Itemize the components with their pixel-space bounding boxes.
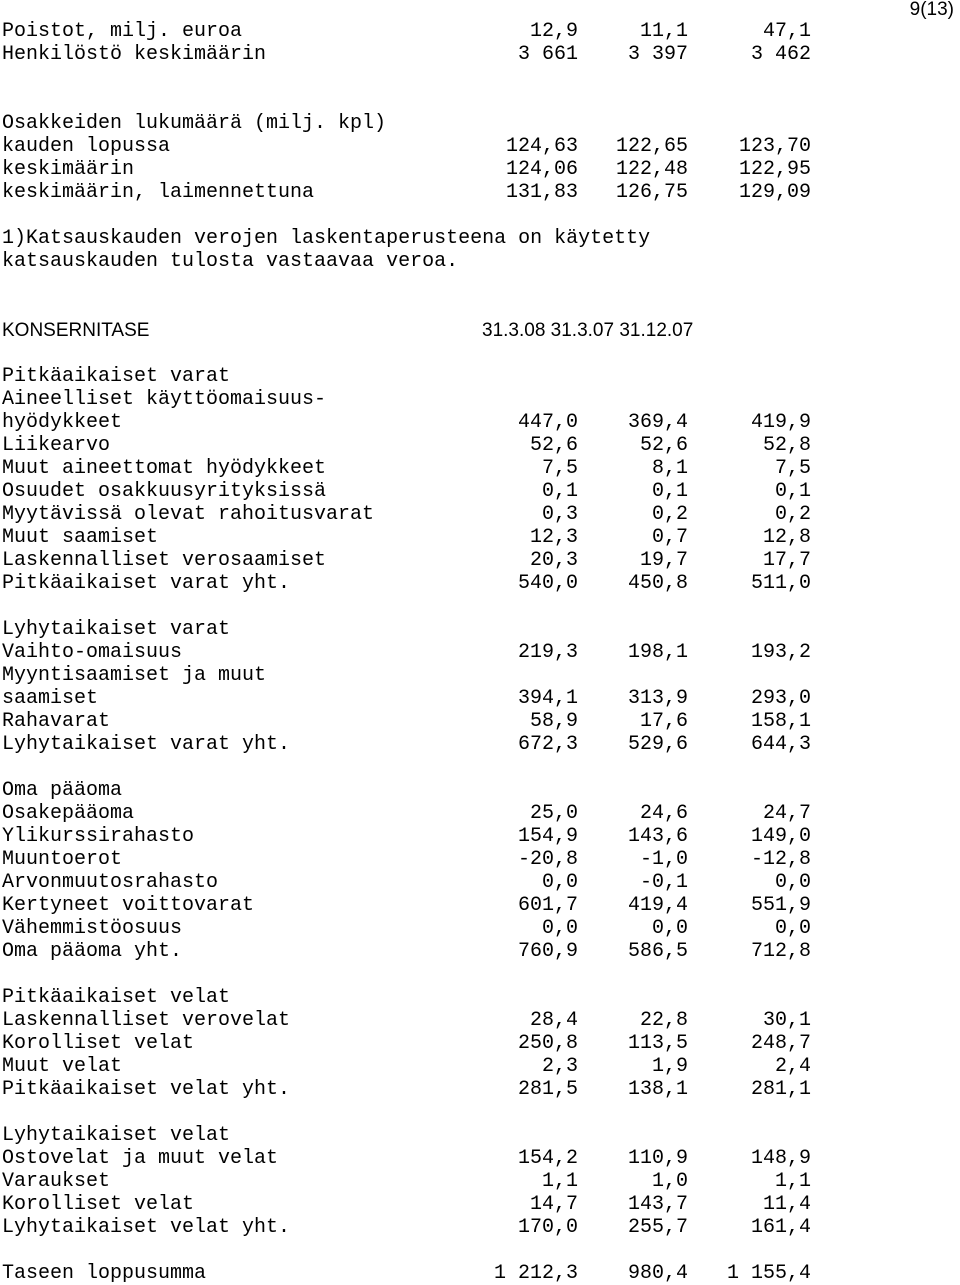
value-31-3-07: 0,2	[651, 503, 688, 526]
value-31-3-08: 540,0	[517, 572, 578, 595]
value-31-3-08: 124,63	[505, 135, 578, 158]
value-31-3-08: 1,1	[541, 1170, 578, 1193]
value-31-12-07: 2,4	[774, 1055, 811, 1078]
balance-row	[2, 641, 922, 664]
row-label: Oma pääoma yht.	[2, 940, 183, 963]
balance-row	[2, 1055, 922, 1078]
value-31-12-07: 161,4	[750, 1216, 811, 1239]
balance-title: KONSERNITASE	[2, 320, 150, 341]
page-number: 9(13)	[909, 0, 954, 20]
value-31-3-08: 394,1	[517, 687, 578, 710]
balance-row	[2, 802, 922, 825]
balance-row	[2, 388, 922, 411]
value-31-12-07: 0,1	[774, 480, 811, 503]
balance-row	[2, 434, 922, 457]
balance-row	[2, 710, 922, 733]
value-31-3-07: 419,4	[627, 894, 688, 917]
value-31-3-07: 19,7	[639, 549, 688, 572]
value-31-3-08: 12,9	[529, 20, 578, 43]
value-31-3-07: 113,5	[627, 1032, 688, 1055]
value-31-12-07: 293,0	[750, 687, 811, 710]
row-label: Poistot, milj. euroa	[2, 20, 243, 43]
blank-line	[2, 296, 922, 319]
row-label: keskimäärin	[2, 158, 135, 181]
row-label: Muut saamiset	[2, 526, 159, 549]
blank-line	[2, 204, 922, 227]
value-31-12-07: 3 462	[750, 43, 811, 66]
value-31-3-08: 281,5	[517, 1078, 578, 1101]
value-31-12-07: 0,0	[774, 871, 811, 894]
value-31-3-07: 3 397	[627, 43, 688, 66]
blank-line	[2, 756, 922, 779]
value-31-12-07: 511,0	[750, 572, 811, 595]
value-31-3-08: 52,6	[529, 434, 578, 457]
summary-row	[2, 43, 922, 66]
balance-row	[2, 1170, 922, 1193]
value-31-3-07: 529,6	[627, 733, 688, 756]
value-31-3-08: 447,0	[517, 411, 578, 434]
value-31-12-07: -12,8	[750, 848, 811, 871]
row-label: Liikearvo	[2, 434, 111, 457]
balance-row	[2, 1216, 922, 1239]
row-label: Muut aineettomat hyödykkeet	[2, 457, 327, 480]
value-31-12-07: 644,3	[750, 733, 811, 756]
value-31-3-07: 11,1	[639, 20, 688, 43]
value-31-3-07: 0,1	[651, 480, 688, 503]
balance-row	[2, 572, 922, 595]
value-31-3-08: 219,3	[517, 641, 578, 664]
blank-line	[2, 66, 922, 89]
balance-row	[2, 526, 922, 549]
value-31-3-07: 8,1	[651, 457, 688, 480]
row-label: Taseen loppusumma	[2, 1262, 207, 1285]
balance-row	[2, 411, 922, 434]
value-31-3-07: 0,0	[651, 917, 688, 940]
row-label: Ylikurssirahasto	[2, 825, 195, 848]
document-body	[2, 20, 922, 1285]
row-label: Kertyneet voittovarat	[2, 894, 255, 917]
row-label: kauden lopussa	[2, 135, 171, 158]
row-label: Ostovelat ja muut velat	[2, 1147, 279, 1170]
balance-row	[2, 1078, 922, 1101]
value-31-12-07: 47,1	[762, 20, 811, 43]
balance-row	[2, 825, 922, 848]
row-label: keskimäärin, laimennettuna	[2, 181, 315, 204]
row-label: Myytävissä olevat rahoitusvarat	[2, 503, 375, 526]
row-label: Vaihto-omaisuus	[2, 641, 183, 664]
value-31-3-07: 122,48	[615, 158, 688, 181]
value-31-12-07: 11,4	[762, 1193, 811, 1216]
value-31-3-08: 28,4	[529, 1009, 578, 1032]
value-31-12-07: 17,7	[762, 549, 811, 572]
value-31-3-08: 601,7	[517, 894, 578, 917]
balance-row	[2, 871, 922, 894]
row-label: Muuntoerot	[2, 848, 123, 871]
value-31-3-07: 313,9	[627, 687, 688, 710]
row-label: hyödykkeet	[2, 411, 123, 434]
value-31-12-07: 0,2	[774, 503, 811, 526]
row-label: Lyhytaikaiset velat yht.	[2, 1216, 291, 1239]
row-label: Muut velat	[2, 1055, 123, 1078]
value-31-12-07: 7,5	[774, 457, 811, 480]
balance-row	[2, 480, 922, 503]
value-31-3-08: 154,9	[517, 825, 578, 848]
value-31-3-08: 131,83	[505, 181, 578, 204]
shares-row	[2, 158, 922, 181]
row-label: Korolliset velat	[2, 1193, 195, 1216]
balance-header	[2, 319, 922, 342]
value-31-3-07: 143,7	[627, 1193, 688, 1216]
row-label: Rahavarat	[2, 710, 111, 733]
value-31-12-07: 419,9	[750, 411, 811, 434]
section-heading: Pitkäaikaiset velat	[2, 986, 231, 1009]
blank-line	[2, 963, 922, 986]
column-dates: 31.3.08 31.3.07 31.12.07	[482, 320, 694, 341]
value-31-3-08: -20,8	[517, 848, 578, 871]
row-label: Pitkäaikaiset velat yht.	[2, 1078, 291, 1101]
blank-line	[2, 1101, 922, 1124]
value-31-3-08: 2,3	[541, 1055, 578, 1078]
row-label: Myyntisaamiset ja muut	[2, 664, 267, 687]
row-label: Lyhytaikaiset varat yht.	[2, 733, 291, 756]
balance-row	[2, 664, 922, 687]
value-31-3-08: 250,8	[517, 1032, 578, 1055]
balance-row	[2, 687, 922, 710]
value-31-3-08: 0,1	[541, 480, 578, 503]
section-heading: Lyhytaikaiset varat	[2, 618, 231, 641]
shares-row	[2, 135, 922, 158]
value-31-3-08: 760,9	[517, 940, 578, 963]
value-31-12-07: 158,1	[750, 710, 811, 733]
row-label: Osakepääoma	[2, 802, 135, 825]
value-31-3-08: 672,3	[517, 733, 578, 756]
value-31-3-08: 12,3	[529, 526, 578, 549]
value-31-3-07: 1,9	[651, 1055, 688, 1078]
value-31-12-07: 248,7	[750, 1032, 811, 1055]
row-label: Korolliset velat	[2, 1032, 195, 1055]
value-31-3-07: 980,4	[627, 1262, 688, 1285]
value-31-12-07: 281,1	[750, 1078, 811, 1101]
section-heading: Pitkäaikaiset varat	[2, 365, 231, 388]
value-31-12-07: 0,0	[774, 917, 811, 940]
balance-row	[2, 848, 922, 871]
section-heading: Oma pääoma	[2, 779, 123, 802]
value-31-3-07: 450,8	[627, 572, 688, 595]
value-31-12-07: 193,2	[750, 641, 811, 664]
value-31-3-07: -1,0	[639, 848, 688, 871]
value-31-3-08: 58,9	[529, 710, 578, 733]
value-31-3-07: 255,7	[627, 1216, 688, 1239]
blank-line	[2, 595, 922, 618]
value-31-3-07: 586,5	[627, 940, 688, 963]
value-31-3-08: 20,3	[529, 549, 578, 572]
value-31-12-07: 149,0	[750, 825, 811, 848]
blank-line	[2, 273, 922, 296]
balance-row	[2, 733, 922, 756]
section-heading: Lyhytaikaiset velat	[2, 1124, 231, 1147]
value-31-12-07: 712,8	[750, 940, 811, 963]
balance-row	[2, 894, 922, 917]
value-31-12-07: 1 155,4	[726, 1262, 811, 1285]
balance-row	[2, 940, 922, 963]
row-label: Vähemmistöosuus	[2, 917, 183, 940]
value-31-12-07: 12,8	[762, 526, 811, 549]
row-label: Osuudet osakkuusyrityksissä	[2, 480, 327, 503]
footnote-line: katsauskauden tulosta vastaavaa veroa.	[2, 250, 459, 273]
value-31-3-07: 126,75	[615, 181, 688, 204]
value-31-12-07: 52,8	[762, 434, 811, 457]
balance-row	[2, 503, 922, 526]
value-31-3-07: 1,0	[651, 1170, 688, 1193]
shares-row	[2, 181, 922, 204]
value-31-3-08: 7,5	[541, 457, 578, 480]
value-31-3-07: 52,6	[639, 434, 688, 457]
value-31-3-08: 0,3	[541, 503, 578, 526]
balance-row	[2, 549, 922, 572]
value-31-3-08: 0,0	[541, 917, 578, 940]
value-31-12-07: 30,1	[762, 1009, 811, 1032]
value-31-3-07: 17,6	[639, 710, 688, 733]
value-31-3-07: 110,9	[627, 1147, 688, 1170]
row-label: saamiset	[2, 687, 99, 710]
balance-row	[2, 1009, 922, 1032]
value-31-3-08: 3 661	[517, 43, 578, 66]
value-31-12-07: 123,70	[738, 135, 811, 158]
value-31-12-07: 148,9	[750, 1147, 811, 1170]
value-31-12-07: 129,09	[738, 181, 811, 204]
balance-row	[2, 1193, 922, 1216]
blank-line	[2, 1239, 922, 1262]
balance-row	[2, 457, 922, 480]
value-31-3-07: -0,1	[639, 871, 688, 894]
row-label: Laskennalliset verovelat	[2, 1009, 291, 1032]
value-31-3-07: 22,8	[639, 1009, 688, 1032]
value-31-3-07: 369,4	[627, 411, 688, 434]
value-31-12-07: 1,1	[774, 1170, 811, 1193]
row-label: Pitkäaikaiset varat yht.	[2, 572, 291, 595]
row-label: Arvonmuutosrahasto	[2, 871, 219, 894]
value-31-3-07: 0,7	[651, 526, 688, 549]
row-label: Aineelliset käyttöomaisuus-	[2, 388, 327, 411]
value-31-12-07: 122,95	[738, 158, 811, 181]
row-label: Laskennalliset verosaamiset	[2, 549, 327, 572]
balance-row	[2, 917, 922, 940]
blank-line	[2, 342, 922, 365]
footnote-line: 1)Katsauskauden verojen laskentaperusteena on käytetty	[2, 227, 651, 250]
value-31-3-07: 138,1	[627, 1078, 688, 1101]
blank-line	[2, 89, 922, 112]
balance-row	[2, 1032, 922, 1055]
value-31-12-07: 551,9	[750, 894, 811, 917]
value-31-3-07: 122,65	[615, 135, 688, 158]
value-31-3-08: 14,7	[529, 1193, 578, 1216]
row-label: Varaukset	[2, 1170, 111, 1193]
value-31-3-07: 143,6	[627, 825, 688, 848]
value-31-12-07: 24,7	[762, 802, 811, 825]
value-31-3-08: 154,2	[517, 1147, 578, 1170]
shares-heading: Osakkeiden lukumäärä (milj. kpl)	[2, 112, 387, 135]
balance-row	[2, 1147, 922, 1170]
value-31-3-08: 25,0	[529, 802, 578, 825]
value-31-3-07: 24,6	[639, 802, 688, 825]
row-label: Henkilöstö keskimäärin	[2, 43, 267, 66]
value-31-3-08: 1 212,3	[493, 1262, 578, 1285]
value-31-3-08: 170,0	[517, 1216, 578, 1239]
value-31-3-08: 0,0	[541, 871, 578, 894]
summary-row	[2, 20, 922, 43]
value-31-3-07: 198,1	[627, 641, 688, 664]
value-31-3-08: 124,06	[505, 158, 578, 181]
